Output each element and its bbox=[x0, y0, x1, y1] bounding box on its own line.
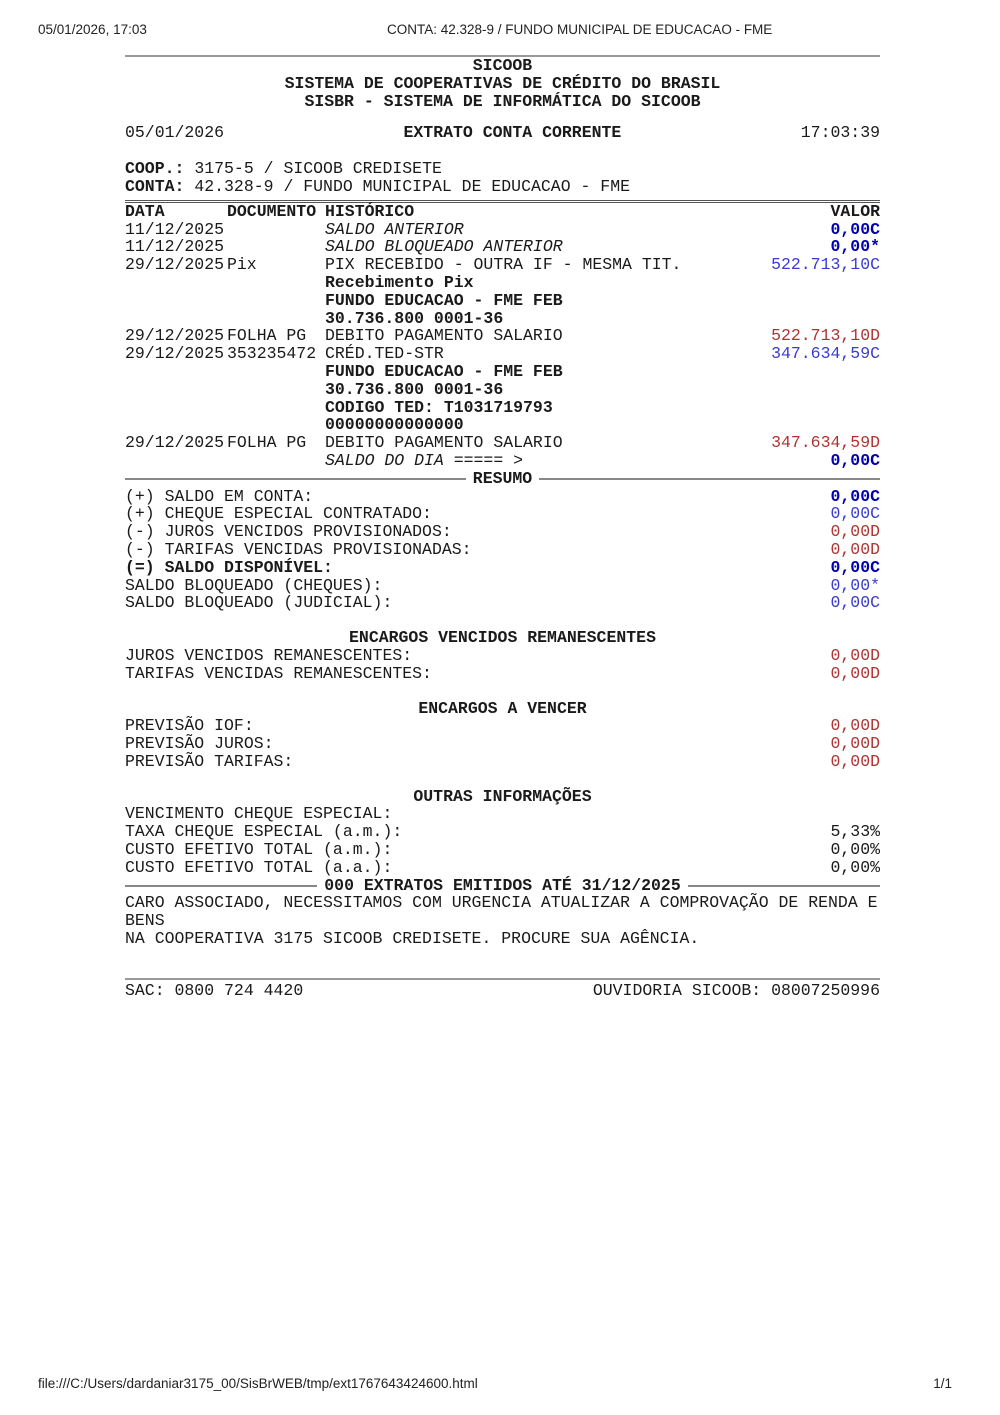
statement-header-row bbox=[125, 124, 880, 142]
transaction-document bbox=[227, 416, 325, 434]
transactions-header-row bbox=[125, 203, 880, 221]
conta-line bbox=[125, 178, 880, 196]
transaction-document bbox=[227, 221, 325, 239]
transaction-row bbox=[125, 452, 880, 470]
outras-informacoes-section bbox=[125, 805, 880, 876]
divider-line bbox=[539, 478, 880, 480]
contact-rule bbox=[125, 978, 880, 980]
transaction-row bbox=[125, 416, 880, 434]
summary-row bbox=[125, 523, 880, 541]
summary-label: (=) SALDO DISPONÍVEL: bbox=[125, 557, 333, 577]
extratos-emitidos-text: 000 EXTRATOS EMITIDOS ATÉ 31/12/2025 bbox=[324, 875, 681, 895]
summary-label: PREVISÃO IOF: bbox=[125, 716, 254, 736]
summary-value: 0,00% bbox=[830, 857, 880, 877]
summary-value: 0,00D bbox=[830, 539, 880, 559]
summary-row bbox=[125, 805, 880, 823]
summary-value: 0,00D bbox=[830, 522, 880, 542]
summary-row bbox=[125, 594, 880, 612]
summary-value: 0,00* bbox=[830, 575, 880, 595]
extratos-emitidos-divider bbox=[125, 877, 880, 895]
transaction-date bbox=[125, 452, 227, 470]
transaction-row bbox=[125, 256, 880, 274]
summary-label: (+) SALDO EM CONTA: bbox=[125, 486, 314, 506]
org-system-line: SISTEMA DE COOPERATIVAS DE CRÉDITO DO BRASIL bbox=[284, 73, 721, 93]
transaction-history: FUNDO EDUCACAO - FME FEB bbox=[325, 290, 563, 310]
summary-label: (-) TARIFAS VENCIDAS PROVISIONADAS: bbox=[125, 539, 472, 559]
contact-row bbox=[125, 982, 880, 1000]
transaction-date: 29/12/2025 bbox=[125, 326, 225, 346]
transaction-history: PIX RECEBIDO - OUTRA IF - MESMA TIT. bbox=[325, 255, 682, 275]
coop-label: COOP.: bbox=[125, 159, 185, 179]
transaction-value: 522.713,10D bbox=[771, 326, 880, 346]
summary-row bbox=[125, 665, 880, 683]
transaction-value: 0,00C bbox=[830, 219, 880, 239]
summary-row bbox=[125, 505, 880, 523]
conta-label: CONTA: bbox=[125, 176, 185, 196]
transaction-date bbox=[125, 381, 227, 399]
summary-row bbox=[125, 647, 880, 665]
summary-value: 5,33% bbox=[830, 822, 880, 842]
coop-value: 3175-5 / SICOOB CREDISETE bbox=[194, 159, 442, 179]
transaction-date bbox=[125, 310, 227, 328]
summary-label: (-) JUROS VENCIDOS PROVISIONADOS: bbox=[125, 522, 452, 542]
summary-row bbox=[125, 753, 880, 771]
transaction-date bbox=[125, 292, 227, 310]
transaction-row bbox=[125, 238, 880, 256]
outras-informacoes-title: OUTRAS INFORMAÇÕES bbox=[413, 786, 592, 806]
file-url: file:///C:/Users/dardaniar3175_00/SisBrWEB/tmp/ext1767643424600.html bbox=[38, 1376, 478, 1391]
print-datetime: 05/01/2026, 17:03 bbox=[38, 22, 147, 37]
transaction-document bbox=[227, 363, 325, 381]
transaction-date bbox=[125, 416, 227, 434]
summary-value: 0,00C bbox=[830, 504, 880, 524]
transaction-document: FOLHA PG bbox=[227, 326, 307, 346]
transaction-row bbox=[125, 327, 880, 345]
statement-title: EXTRATO CONTA CORRENTE bbox=[403, 123, 622, 143]
summary-label: PREVISÃO JUROS: bbox=[125, 734, 274, 754]
ouvidoria-phone: OUVIDORIA SICOOB: 08007250996 bbox=[592, 980, 880, 1000]
summary-label: (+) CHEQUE ESPECIAL CONTRATADO: bbox=[125, 504, 432, 524]
transaction-history: CRÉD.TED-STR bbox=[325, 344, 444, 364]
encargos-a-vencer-title: ENCARGOS A VENCER bbox=[418, 698, 587, 718]
transaction-history: Recebimento Pix bbox=[325, 272, 474, 292]
summary-label: CUSTO EFETIVO TOTAL (a.m.): bbox=[125, 840, 393, 860]
transaction-date: 29/12/2025 bbox=[125, 433, 225, 453]
transaction-history: SALDO ANTERIOR bbox=[325, 219, 464, 239]
transaction-history: 00000000000000 bbox=[325, 415, 464, 435]
transaction-history: FUNDO EDUCACAO - FME FEB bbox=[325, 361, 563, 381]
col-header-historico: HISTÓRICO bbox=[325, 201, 415, 221]
org-sisbr-line: SISBR - SISTEMA DE INFORMÁTICA DO SICOOB bbox=[304, 91, 701, 111]
summary-row bbox=[125, 735, 880, 753]
transaction-document bbox=[227, 292, 325, 310]
transaction-document: Pix bbox=[227, 255, 257, 275]
summary-row bbox=[125, 823, 880, 841]
transaction-row bbox=[125, 363, 880, 381]
summary-row bbox=[125, 841, 880, 859]
transaction-history: 30.736.800 0001-36 bbox=[325, 308, 504, 328]
transaction-value: 347.634,59C bbox=[771, 344, 880, 364]
transaction-history: SALDO BLOQUEADO ANTERIOR bbox=[325, 237, 563, 257]
summary-value: 0,00D bbox=[830, 751, 880, 771]
org-name: SICOOB bbox=[472, 56, 533, 75]
transaction-date: 29/12/2025 bbox=[125, 255, 225, 275]
transaction-date bbox=[125, 274, 227, 292]
transaction-row bbox=[125, 310, 880, 328]
transaction-history: 30.736.800 0001-36 bbox=[325, 379, 504, 399]
summary-row bbox=[125, 859, 880, 877]
transaction-row bbox=[125, 434, 880, 452]
summary-value: 0,00D bbox=[830, 716, 880, 736]
summary-row bbox=[125, 541, 880, 559]
summary-value: 0,00C bbox=[830, 593, 880, 613]
summary-label: SALDO BLOQUEADO (CHEQUES): bbox=[125, 575, 383, 595]
notice-line-1: CARO ASSOCIADO, NECESSITAMOS COM URGENCIA ATUALIZAR A COMPROVAÇÃO DE RENDA E BENS bbox=[125, 893, 878, 931]
transaction-document bbox=[227, 399, 325, 417]
summary-value: 0,00C bbox=[830, 557, 880, 577]
transaction-history: DEBITO PAGAMENTO SALARIO bbox=[325, 433, 563, 453]
summary-value: 0,00D bbox=[830, 645, 880, 665]
transaction-history: SALDO DO DIA ===== > bbox=[325, 450, 524, 470]
summary-label: CUSTO EFETIVO TOTAL (a.a.): bbox=[125, 857, 393, 877]
statement-time: 17:03:39 bbox=[800, 123, 880, 143]
encargos-vencidos-section bbox=[125, 647, 880, 683]
divider-line bbox=[125, 478, 466, 480]
notice-line-2: NA COOPERATIVA 3175 SICOOB CREDISETE. PROCURE SUA AGÊNCIA. bbox=[125, 929, 700, 949]
transaction-document bbox=[227, 452, 325, 470]
transactions-table bbox=[125, 221, 880, 470]
transaction-value: 522.713,10C bbox=[771, 255, 880, 275]
col-header-documento: DOCUMENTO bbox=[227, 201, 317, 221]
transaction-document: FOLHA PG bbox=[227, 433, 307, 453]
summary-label: VENCIMENTO CHEQUE ESPECIAL: bbox=[125, 804, 393, 824]
divider-line bbox=[125, 885, 317, 887]
transaction-row bbox=[125, 274, 880, 292]
transaction-row bbox=[125, 345, 880, 363]
summary-value: 0,00D bbox=[830, 663, 880, 683]
summary-row bbox=[125, 559, 880, 577]
summary-value: 0,00C bbox=[830, 486, 880, 506]
resumo-title: RESUMO bbox=[472, 468, 533, 488]
transaction-row bbox=[125, 292, 880, 310]
transaction-document bbox=[227, 238, 325, 256]
divider-line bbox=[688, 885, 880, 887]
coop-line bbox=[125, 160, 880, 178]
summary-row bbox=[125, 717, 880, 735]
summary-label: JUROS VENCIDOS REMANESCENTES: bbox=[125, 645, 413, 665]
browser-print-header bbox=[38, 22, 962, 40]
transaction-document bbox=[227, 274, 325, 292]
transaction-value: 0,00C bbox=[830, 450, 880, 470]
resumo-divider bbox=[125, 470, 880, 488]
statement-document bbox=[125, 55, 880, 1000]
col-header-valor: VALOR bbox=[830, 201, 880, 221]
print-page-title: CONTA: 42.328-9 / FUNDO MUNICIPAL DE EDUCACAO - FME bbox=[387, 22, 773, 37]
summary-row bbox=[125, 577, 880, 595]
browser-print-footer bbox=[38, 1376, 952, 1394]
transaction-row bbox=[125, 381, 880, 399]
transaction-date: 11/12/2025 bbox=[125, 219, 225, 239]
col-header-data: DATA bbox=[125, 201, 165, 221]
summary-label: TAXA CHEQUE ESPECIAL (a.m.): bbox=[125, 822, 403, 842]
transaction-date bbox=[125, 363, 227, 381]
summary-row bbox=[125, 488, 880, 506]
summary-value: 0,00D bbox=[830, 734, 880, 754]
transaction-value: 347.634,59D bbox=[771, 433, 880, 453]
transaction-date bbox=[125, 399, 227, 417]
sac-phone: SAC: 0800 724 4420 bbox=[125, 980, 304, 1000]
transaction-row bbox=[125, 399, 880, 417]
summary-value: 0,00% bbox=[830, 840, 880, 860]
transaction-history: DEBITO PAGAMENTO SALARIO bbox=[325, 326, 563, 346]
statement-date: 05/01/2026 bbox=[125, 123, 225, 143]
resumo-section bbox=[125, 488, 880, 613]
transaction-row bbox=[125, 221, 880, 239]
page-indicator: 1/1 bbox=[933, 1376, 952, 1391]
summary-label: TARIFAS VENCIDAS REMANESCENTES: bbox=[125, 663, 432, 683]
transaction-document bbox=[227, 381, 325, 399]
transaction-date: 29/12/2025 bbox=[125, 344, 225, 364]
summary-label: SALDO BLOQUEADO (JUDICIAL): bbox=[125, 593, 393, 613]
transaction-document bbox=[227, 310, 325, 328]
transaction-date: 11/12/2025 bbox=[125, 237, 225, 257]
conta-value: 42.328-9 / FUNDO MUNICIPAL DE EDUCACAO - FME bbox=[194, 176, 630, 196]
transaction-value: 0,00* bbox=[830, 237, 880, 257]
transaction-history: CODIGO TED: T1031719793 bbox=[325, 397, 553, 417]
transaction-document: 353235472 bbox=[227, 344, 317, 364]
encargos-a-vencer-section bbox=[125, 717, 880, 770]
summary-label: PREVISÃO TARIFAS: bbox=[125, 751, 294, 771]
encargos-vencidos-title: ENCARGOS VENCIDOS REMANESCENTES bbox=[349, 628, 656, 648]
